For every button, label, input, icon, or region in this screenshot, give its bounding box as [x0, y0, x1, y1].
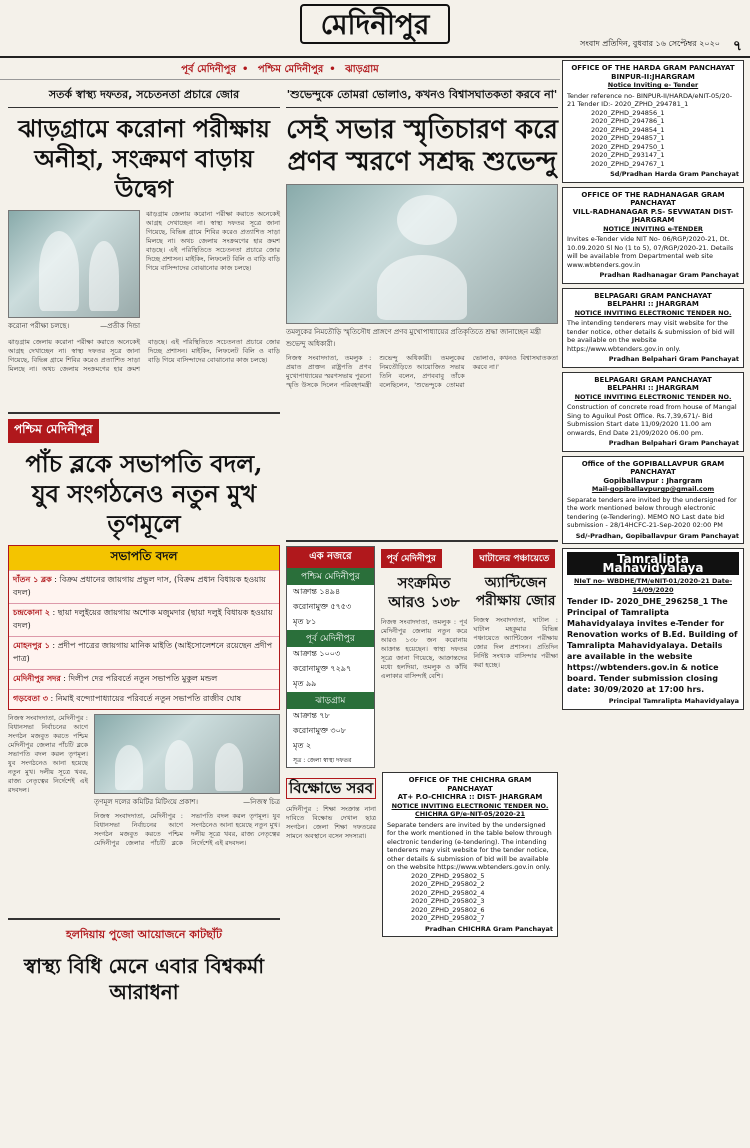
tender-notice — [562, 187, 744, 284]
story-text: নিজস্ব সংবাদদাতা, তমলুক : প্রয়াত প্রাক্তন রাষ্ট্রপতি প্রণব মুখোপাধ্যায়ের স্মরণসভায় পুরনো স্মৃতি উসকে দিলেন পরিবহণমন্ত্রী শুভেন্দু অধিকারী। তমলুকের নিমতৌড়িতে আয়োজিত সভায় তিনি বলেন, প্রণববাবু তাঁকে বলেছিলেন, 'শুভেন্দুকে তোমরা ভোলাও, কখনও বিশ্বাসঘাতকতা করবে না।' — [286, 354, 558, 389]
story-headline: বিক্ষোভে সরব — [286, 778, 376, 799]
section-label: ঝাড়গ্রাম — [345, 64, 379, 75]
stat-row: করোনামুক্ত ৩০৮ — [293, 726, 346, 735]
stats-box — [286, 546, 375, 768]
story-photo — [8, 210, 140, 318]
tender-id: 2020_ZPHD_295802_5 2020_ZPHD_295802_2 — [411, 871, 485, 888]
tender-id: 2020_ZPHD_293147_1 — [591, 151, 665, 159]
left-column — [8, 84, 280, 1011]
masthead — [0, 0, 750, 58]
notice-heading: NOTICE INVITING ELECTRONIC TENDER NO. CHICHRA GP/e-NIT-05/2020-21 — [391, 801, 549, 818]
notice-subtitle: BELPAHRI :: JHARGRAM — [607, 300, 699, 308]
section-tag: পশ্চিম মেদিনীপুর — [8, 419, 99, 443]
story-text-continued: ঝাড়গ্রাম জেলায় করোনা পরীক্ষা করাতে অনেকেই আগ্রহ দেখাচ্ছেন না। স্বাস্থ্য দফতর সূত্রে জানা গিয়েছে, বিভিন্ন গ্রামে শিবির করেও প্রত্যাশিত সাড়া মিলছে না। অথচ জেলায় সংক্রমণের হার ক্রমশ বাড়ছে। এই পরিস্থিতিতে সচেতনতা প্রচারে জোর দিচ্ছে প্রশাসন। মাইকিং, লিফলেট বিলি ও বাড়ি বাড়ি গিয়ে বাসিন্দাদের বোঝানোর কাজ চলছে। — [8, 338, 280, 373]
tender-id: 2020_ZPHD_295802_6 2020_ZPHD_295802_7 — [411, 905, 485, 922]
notice-subtitle: BINPUR-II:JHARGRAM — [611, 72, 695, 81]
section-label: পশ্চিম মেদিনীপুর — [257, 64, 324, 75]
story-text: নিজস্ব সংবাদদাতা, মেদিনীপুর : বিধানসভা নির্বাচনের আগে সংগঠন মজবুত করতে পশ্চিম মেদিনীপুর জেলার পাঁচটি ব্লকে সভাপতি বদল করল তৃণমূল। যুব সংগঠনেও আনা হয়েছে নতুন মুখ। দলীয় সূত্রে খবর, রাজ্য নেতৃত্বের নির্দেশেই এই রদবদল। — [8, 714, 88, 794]
notice-subtitle: Gopiballavpur : Jhargram — [603, 476, 703, 485]
story-text: নিজস্ব সংবাদদাতা, ঘাটাল : ঘাটাল মহকুমার বিভিন্ন পঞ্চায়েতে অ্যান্টিজেন পরীক্ষায় জোর দিল প্রশাসন। প্রতিদিন নির্দিষ্ট সংখ্যক বাসিন্দার পরীক্ষা করা হচ্ছে। — [473, 616, 558, 669]
page-number: ৭ — [732, 38, 742, 54]
story-text-continued: নিজস্ব সংবাদদাতা, মেদিনীপুর : বিধানসভা নির্বাচনের আগে সংগঠন মজবুত করতে পশ্চিম মেদিনীপুর জেলার পাঁচটি ব্লকে সভাপতি বদল করল তৃণমূল। যুব সংগঠনেও আনা হয়েছে নতুন মুখ। দলীয় সূত্রে খবর, রাজ্য নেতৃত্বের নির্দেশেই এই রদবদল। — [94, 812, 280, 847]
stat-row: আক্রান্ত ৭৮ — [293, 711, 330, 720]
middle-column — [286, 84, 558, 945]
list-item: দাঁতন ১ ব্লক : বিক্রম প্রধানের জায়গায় প্রভুল দাস, (বিক্রম প্রধান বিধায়ক হওয়ায় বদল) — [9, 570, 279, 603]
story-kicker: 'শুভেন্দুকে তোমরা ভোলাও, কখনও বিশ্বাসঘাতকতা করবে না' — [286, 84, 558, 108]
chairman-change-box — [8, 545, 280, 710]
notice-title: BELPAGARI GRAM PANCHAYAT — [594, 291, 712, 300]
tender-id: 2020_ZPHD_294786_1 — [591, 117, 665, 125]
photo-caption: করোনা পরীক্ষা চলছে। — [8, 322, 70, 330]
tender-id: 2020_ZPHD_294857_1 — [591, 134, 665, 142]
notice-title: OFFICE OF THE RADHANAGAR GRAM PANCHAYAT — [581, 190, 725, 207]
story-headline: স্বাস্থ্য বিধি মেনে এবার বিশ্বকর্মা আরাধনা — [23, 954, 265, 1004]
notices-column — [562, 60, 744, 714]
notice-body: Invites e-Tender vide NIT No- 06/RGP/2020-21, Dt. 10.09.2020 Sl No (1 to 5), 07/RGP/2020-21. Details will be available from Departmental web site www.wbtenders.gov.in — [567, 235, 734, 269]
notice-signature: Sd/Pradhan Harda Gram Panchayat — [610, 170, 739, 178]
list-item: চন্দ্রকোনা ২ : ছায়া দলুইয়ের জায়গায় অশোক মজুমদার (ছায়া দলুই বিধায়ক হওয়ায় বদল) — [9, 603, 279, 636]
stats-region: পূর্ব মেদিনীপুর — [287, 630, 374, 647]
tamralipta-notice — [562, 548, 744, 710]
stats-source: সূত্র : জেলা স্বাস্থ্য দফতর — [293, 757, 352, 764]
tender-notice — [562, 288, 744, 368]
notice-title: Tamralipta Mahavidyalaya — [567, 552, 739, 575]
chichra-tender-notice — [382, 772, 558, 937]
tender-id: 2020_ZPHD_295802_4 2020_ZPHD_295802_3 — [411, 888, 485, 905]
stat-row: মৃত ৮১ — [293, 617, 317, 626]
notice-signature: Principal Tamralipta Mahavidyalaya — [608, 697, 739, 705]
notice-body: The intending tenderers may visit website for the tender notice, other details & submission of bid will be available on the website https://www.wbtenders.gov.in only. — [567, 319, 735, 353]
story-text: নিজস্ব সংবাদদাতা, তমলুক : পূর্ব মেদিনীপুর জেলায় নতুন করে আরও ১৩৮ জন করোনায় আক্রান্ত হয়েছেন। স্বাস্থ্য দফতর সূত্রে জানা গিয়েছে, আক্রান্তদের মধ্যে হলদিয়া, তমলুক ও কাঁথি এলাকার বাসিন্দাই বেশি। — [380, 618, 468, 680]
story-headline: পাঁচ ব্লকে সভাপতি বদল, যুব সংগঠনেও নতুন মুখ তৃণমূলে — [25, 449, 263, 538]
story-headline: সেই সভার স্মৃতিচারণ করে প্রণব স্মরণে সশ্রদ্ধ শুভেন্দু — [286, 115, 558, 177]
notice-subtitle: BELPAHRI :: JHARGRAM — [607, 384, 699, 392]
notice-heading: Mail-gopiballavpurgp@gmail.com — [591, 485, 715, 493]
notice-subtitle: VILL-RADHANAGAR P.S- SEVWATAN DIST- JHARGRAM — [572, 207, 734, 224]
stat-row: মৃত ৯৯ — [293, 679, 317, 688]
notice-title: OFFICE OF THE HARDA GRAM PANCHAYAT — [571, 64, 735, 72]
stat-row: মৃত ২ — [293, 741, 312, 750]
photo-caption: তমলুকের নিমতৌড়ি স্মৃতিসৌধ প্রাঙ্গণে প্রণব মুখোপাধ্যায়ের প্রতিকৃতিতে শ্রদ্ধা জানাচ্ছেন মন্ত্রী শুভেন্দু অধিকারী। — [286, 328, 542, 348]
list-item: মেদিনীপুর সদর : দিলীপ দের পরিবর্তে নতুন সভাপতি মুকুল মন্ডল — [9, 669, 279, 689]
notice-signature: Pradhan Radhanagar Gram Panchayat — [599, 271, 739, 279]
stats-region: পশ্চিম মেদিনীপুর — [287, 568, 374, 585]
notice-body: Construction of concrete road from house of Mangal Sing to Aguikul Post Office. Rs.7,39,671/- Bid Submission Start date 11/09/2020 11.00 am onwards, End Date 21/09/2020 06.00 pm. — [567, 403, 737, 437]
notice-heading: NIeT no- WBDHE/TM/eNIT-01/2020-21 Date-14/09/2020 — [573, 577, 733, 594]
notice-body: Tender reference no- BINPUR-II/HARDA/eNIT-05/20-21 Tender ID:- 2020_ZPHD_294781_1 — [567, 91, 733, 108]
story-text: মেদিনীপুর : শিক্ষা সংক্রান্ত নানা দাবিতে বিক্ষোভ দেখাল ছাত্র সংগঠন। জেলা শিক্ষা দফতরের সামনে অবস্থানে বসেন সদস্যরা। — [286, 805, 376, 840]
story-kicker: হলদিয়ায় পুজো আয়োজনে কাটছাঁট — [66, 928, 222, 941]
section-bar: পূর্ব মেদিনীপুর • পশ্চিম মেদিনীপুর • ঝাড়গ্রাম — [0, 60, 560, 80]
story-kicker: সতর্ক স্বাস্থ্য দফতর, সচেতনতা প্রচারে জোর — [8, 84, 280, 108]
tender-id: 2020_ZPHD_294750_1 — [591, 142, 665, 151]
notice-heading: NOTICE INVITING e-TENDER — [603, 224, 703, 233]
section-label: পূর্ব মেদিনীপুর — [181, 64, 236, 75]
notice-heading: NOTICE INVITING ELECTRONIC TENDER NO. — [574, 308, 732, 317]
notice-signature: Pradhan CHICHRA Gram Panchayat — [424, 924, 553, 933]
photo-credit: —প্রতীক দিন্ডা — [100, 322, 140, 330]
box-title: সভাপতি বদল — [9, 546, 279, 570]
notice-signature: Sd/-Pradhan, Gopiballavpur Gram Panchayat — [575, 531, 739, 540]
list-item: গড়বেতা ৩ : নিমাই বন্দ্যোপাধ্যায়ের পরিবর্তে নতুন সভাপতি রাজীব ঘোষ — [9, 689, 279, 709]
tender-id: 2020_ZPHD_294767_1 — [591, 159, 665, 168]
tender-notice — [562, 372, 744, 452]
tender-id: 2020_ZPHD_294854_1 — [591, 125, 665, 134]
stat-row: আক্রান্ত ১৪৯৪ — [293, 587, 341, 596]
notice-heading: NOTICE INVITING ELECTRONIC TENDER NO. — [574, 392, 732, 401]
stat-row: করোনামুক্ত ৫৭৫৩ — [293, 602, 352, 611]
section-tag: পূর্ব মেদিনীপুর — [381, 549, 442, 568]
notice-body: Tender ID- 2020_DHE_296258_1 The Principal of Tamralipta Mahavidyalaya invites e-Tender for Renovation works of B.Ed. Building of Tamralipta Mahavidyalaya. Details are available in the website https://wbtenders.gov.in & notice board. Tender submission closing date: 30/09/2020 at 17:00 hrs. — [567, 597, 738, 694]
list-item: মোহনপুর ১ : প্রদীপ পাত্রের জায়গায় মানিক মাইতি (আইসোলেশনে রয়েছেন প্রদীপ পাত্র) — [9, 636, 279, 669]
stat-row: আক্রান্ত ১০০৩ — [293, 649, 341, 658]
page-title: মেদিনীপুর — [300, 4, 450, 44]
issue-date: সংবাদ প্রতিদিন, বুধবার ১৬ সেপ্টেম্বর ২০২০ — [580, 39, 720, 48]
story-photo — [286, 184, 558, 324]
photo-caption: তৃণমূল দলের কমিটির মিটিংয়ে প্রকাশ। — [94, 798, 198, 806]
notice-title: OFFICE OF THE CHICHRA GRAM PANCHAYAT — [408, 776, 532, 793]
stat-row: করোনামুক্ত ৭২৯৭ — [293, 664, 352, 673]
notice-body: Separate tenders are invited by the undersigned for the work mentioned below through electronic tendering (e-Tendering). MEMO NO Last date bid submission - 28/14HCFC-21-Sep-2020 02:00 PM — [567, 495, 737, 529]
notice-title: Office of the GOPIBALLAVPUR GRAM PANCHAYAT — [581, 459, 725, 476]
story-photo — [94, 714, 280, 794]
stats-title: এক নজরে — [287, 547, 374, 568]
story-text: ঝাড়গ্রাম জেলায় করোনা পরীক্ষা করাতে অনেকেই আগ্রহ দেখাচ্ছেন না। স্বাস্থ্য দফতর সূত্রে জানা গিয়েছে, বিভিন্ন গ্রামে শিবির করেও প্রত্যাশিত সাড়া মিলছে না। অথচ জেলায় সংক্রমণের হার ক্রমশ বাড়ছে। এই পরিস্থিতিতে সচেতনতা প্রচারে জোর দিচ্ছে প্রশাসন। মাইকিং, লিফলেট বিলি ও বাড়ি বাড়ি গিয়ে বাসিন্দাদের বোঝানোর কাজ চলছে। — [146, 210, 280, 272]
tender-notice — [562, 60, 744, 183]
notice-signature: Pradhan Belpahari Gram Panchayat — [608, 439, 739, 447]
story-headline: ঝাড়গ্রামে করোনা পরীক্ষায় অনীহা, সংক্রমণ বাড়ায় উদ্বেগ — [18, 114, 270, 203]
story-headline: অ্যান্টিজেন পরীক্ষায় জোর — [475, 575, 556, 609]
notice-subtitle: AT+ P.O-CHICHRA :: DIST- JHARGRAM — [397, 793, 543, 801]
notice-signature: Pradhan Belpahari Gram Panchayat — [608, 355, 739, 363]
notice-heading: Notice Inviting e- Tender — [607, 81, 699, 89]
photo-credit: —নিজস্ব চিত্র — [243, 798, 280, 806]
notice-title: BELPAGARI GRAM PANCHAYAT — [594, 375, 712, 384]
story-kicker: ঘাটালের পঞ্চায়েতে — [473, 549, 555, 568]
story-headline: সংক্রমিত আরও ১৩৮ — [388, 574, 460, 611]
tender-notice — [562, 456, 744, 545]
tender-id: 2020_ZPHD_294856_1 — [591, 108, 665, 117]
stats-region: ঝাড়গ্রাম — [287, 692, 374, 709]
notice-body: Separate tenders are invited by the undersigned for the work mentioned in the table below through electronic tendering (e-tendering). The intending tenderers may visit website for the tender notice, other details & submission of bid will be available on the website https://www.wbtenders.gov.in only. — [387, 820, 552, 871]
